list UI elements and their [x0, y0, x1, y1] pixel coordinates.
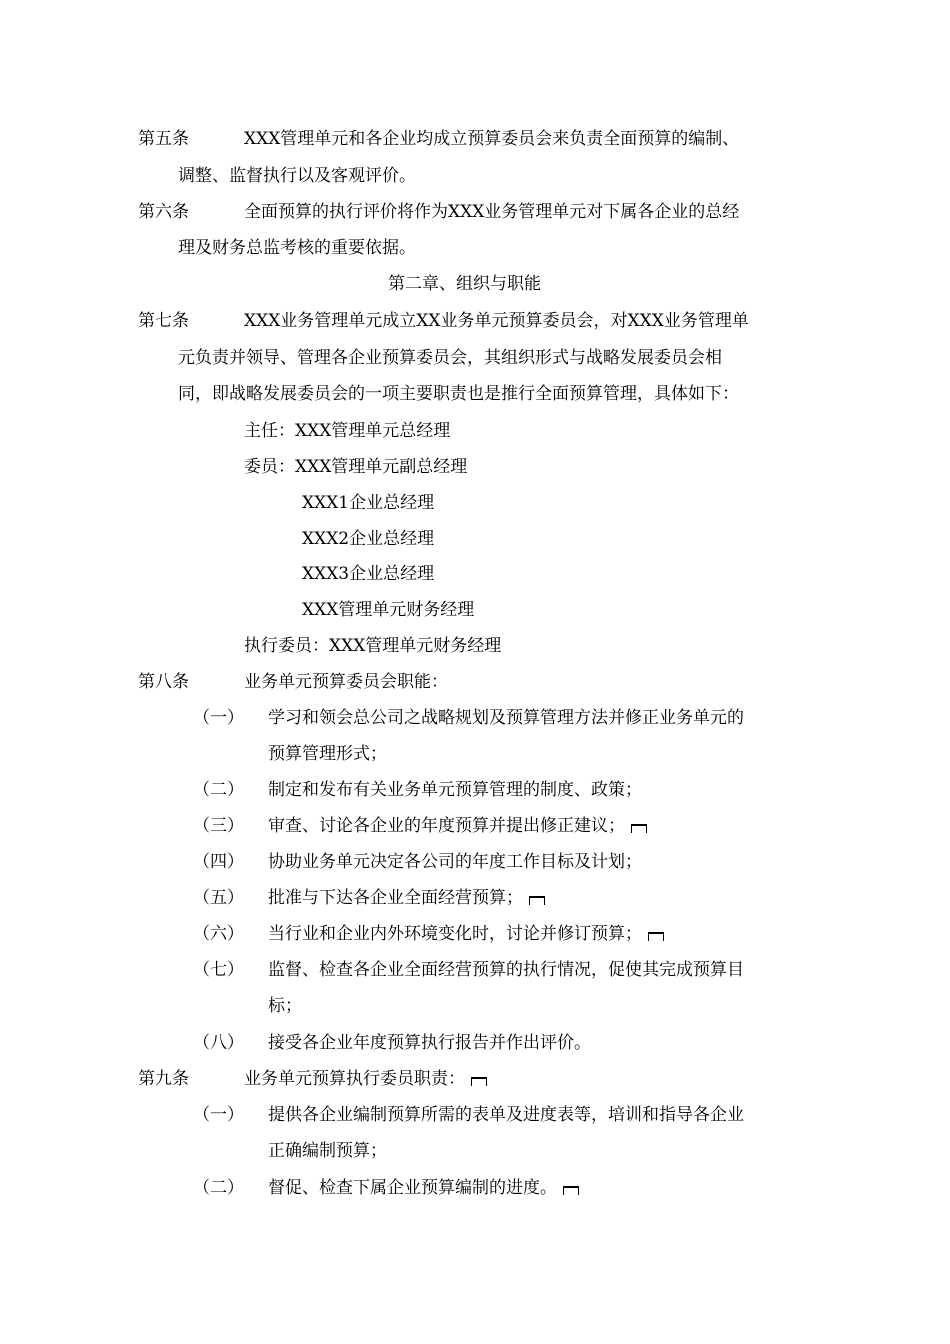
list-item-number: （二）: [193, 1178, 244, 1198]
list-item-text: 预算管理形式；: [268, 744, 387, 764]
list-item-row: [268, 814, 647, 838]
list-item-number: （五）: [193, 888, 244, 908]
list-item-number: （二）: [193, 780, 244, 800]
chapter-heading: 第二章、组织与职能: [388, 274, 541, 294]
list-item-text: 学习和领会总公司之战略规划及预算管理方法并修正业务单元的: [268, 708, 744, 728]
article-9-line-1: 业务单元预算执行委员职责：: [244, 1069, 465, 1089]
list-item-text: 接受各企业年度预算执行报告并作出评价。: [268, 1033, 591, 1053]
article-6-line-1: 全面预算的执行评价将作为XXX业务管理单元对下属各企业的总经: [244, 202, 740, 222]
article-7-label: 第七条: [138, 311, 189, 331]
article-9-label: 第九条: [138, 1069, 189, 1089]
paragraph-mark-icon: [471, 1077, 487, 1086]
committee-member: XXX3企业总经理: [302, 564, 435, 584]
committee-member: XXX1企业总经理: [302, 493, 435, 513]
committee-member: XXX管理单元财务经理: [302, 600, 475, 620]
list-item-text: 督促、检查下属企业预算编制的进度。: [268, 1178, 557, 1198]
committee-executive: 执行委员：XXX管理单元财务经理: [244, 636, 502, 656]
article-5-label: 第五条: [138, 129, 189, 149]
list-item-text: 审查、讨论各企业的年度预算并提出修正建议；: [268, 816, 625, 836]
list-item-number: （一）: [193, 1105, 244, 1125]
list-item-row: [268, 922, 664, 946]
committee-members-label: 委员：XXX管理单元副总经理: [244, 457, 468, 477]
article-5-line-2: 调整、监督执行以及客观评价。: [178, 166, 416, 186]
paragraph-mark-icon: [631, 824, 647, 833]
list-item-number: （八）: [193, 1033, 244, 1053]
list-item-text: 正确编制预算；: [268, 1141, 387, 1161]
list-item-text: 监督、检查各企业全面经营预算的执行情况，促使其完成预算目: [268, 960, 744, 980]
list-item-text: 协助业务单元决定各公司的年度工作目标及计划；: [268, 852, 642, 872]
article-7-line-3: 同，即战略发展委员会的一项主要职责也是推行全面预算管理，具体如下：: [178, 384, 739, 404]
list-item-number: （三）: [193, 816, 244, 836]
list-item-row: [268, 886, 545, 910]
paragraph-mark-icon: [529, 896, 545, 905]
paragraph-mark-icon: [648, 932, 664, 941]
committee-chair: 主任：XXX管理单元总经理: [244, 421, 451, 441]
article-7-line-1: XXX业务管理单元成立XX业务单元预算委员会，对XXX业务管理单: [244, 311, 749, 331]
list-item-row: [244, 1067, 487, 1091]
article-5-line-1: XXX管理单元和各企业均成立预算委员会来负责全面预算的编制、: [244, 129, 740, 149]
committee-member: XXX2企业总经理: [302, 529, 435, 549]
article-6-line-2: 理及财务总监考核的重要依据。: [178, 238, 416, 258]
article-8-label: 第八条: [138, 672, 189, 692]
article-6-label: 第六条: [138, 202, 189, 222]
list-item-text: 批准与下达各企业全面经营预算；: [268, 888, 523, 908]
list-item-row: [268, 1176, 579, 1200]
list-item-text: 制定和发布有关业务单元预算管理的制度、政策；: [268, 780, 642, 800]
list-item-text: 提供各企业编制预算所需的表单及进度表等，培训和指导各企业: [268, 1105, 744, 1125]
list-item-number: （四）: [193, 852, 244, 872]
list-item-number: （一）: [193, 708, 244, 728]
list-item-number: （七）: [193, 960, 244, 980]
article-8-line-1: 业务单元预算委员会职能：: [244, 672, 448, 692]
paragraph-mark-icon: [563, 1186, 579, 1195]
article-7-line-2: 元负责并领导、管理各企业预算委员会，其组织形式与战略发展委员会相: [178, 348, 722, 368]
list-item-text: 标；: [268, 996, 302, 1016]
list-item-number: （六）: [193, 924, 244, 944]
list-item-text: 当行业和企业内外环境变化时，讨论并修订预算；: [268, 924, 642, 944]
